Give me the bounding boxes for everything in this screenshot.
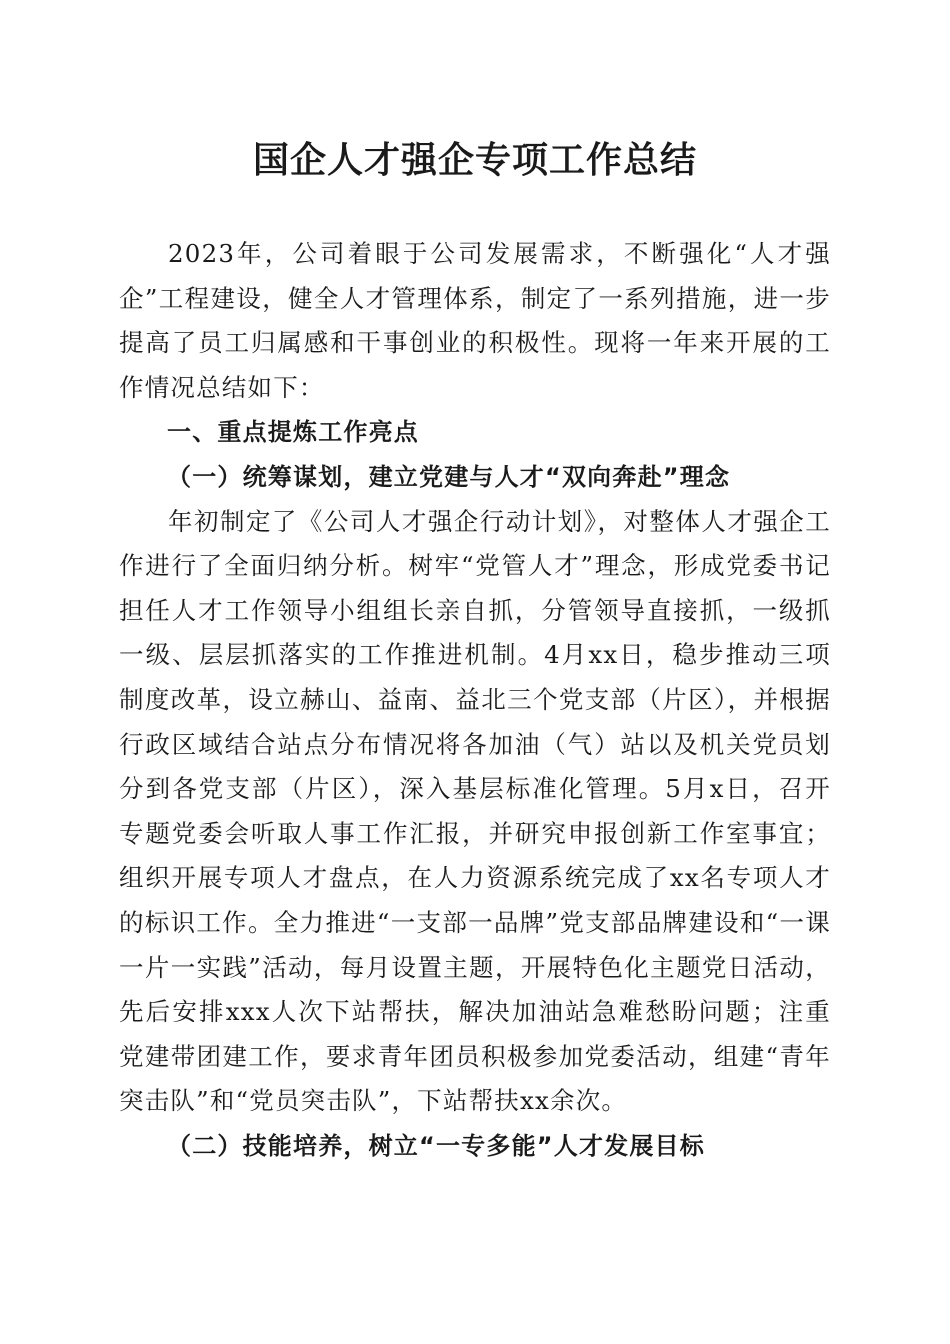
section-heading-1: 一、重点提炼工作亮点 — [167, 418, 419, 447]
subsection-heading-2: （二）技能培养，树立“一专多能”人才发展目标 — [167, 1131, 705, 1160]
subsection-heading-1: （一）统筹谋划，建立党建与人才“双向奔赴”理念 — [167, 462, 731, 491]
intro-paragraph: 2023年，公司着眼于公司发展需求，不断强化“人才强企”工程建设，健全人才管理体系，制定了一系列措施，进一步提高了员工归属感和干事创业的积极性。现将一年来开展的工作情况总结如下： — [119, 239, 831, 402]
subsection-paragraph-1: 年初制定了《公司人才强企行动计划》，对整体人才强企工作进行了全面归纳分析。树牢“党管人才”理念，形成党委书记担任人才工作领导小组组长亲自抓，分管领导直接抓，一级抓一级、层层抓落实的工作推进机制。4月xx日，稳步推动三项制度改革，设立赫山、益南、益北三个党支部（片区），并根据行政区域结合站点分布情况将各加油（气）站以及机关党员划分到各党支部（片区），深入基层标准化管理。5月x日，召开专题党委会听取人事工作汇报，并研究申报创新工作室事宜；组织开展专项人才盘点，在人力资源系统完成了xx名专项人才的标识工作。全力推进“一支部一品牌”党支部品牌建设和“一课一片一实践”活动，每月设置主题，开展特色化主题党日活动，先后安排xxx人次下站帮扶，解决加油站急难愁盼问题；注重党建带团建工作，要求青年团员积极参加党委活动，组建“青年突击队”和“党员突击队”，下站帮扶xx余次。 — [119, 506, 831, 1116]
document-body — [119, 232, 831, 1168]
document-title: 国企人才强企专项工作总结 — [252, 139, 697, 181]
